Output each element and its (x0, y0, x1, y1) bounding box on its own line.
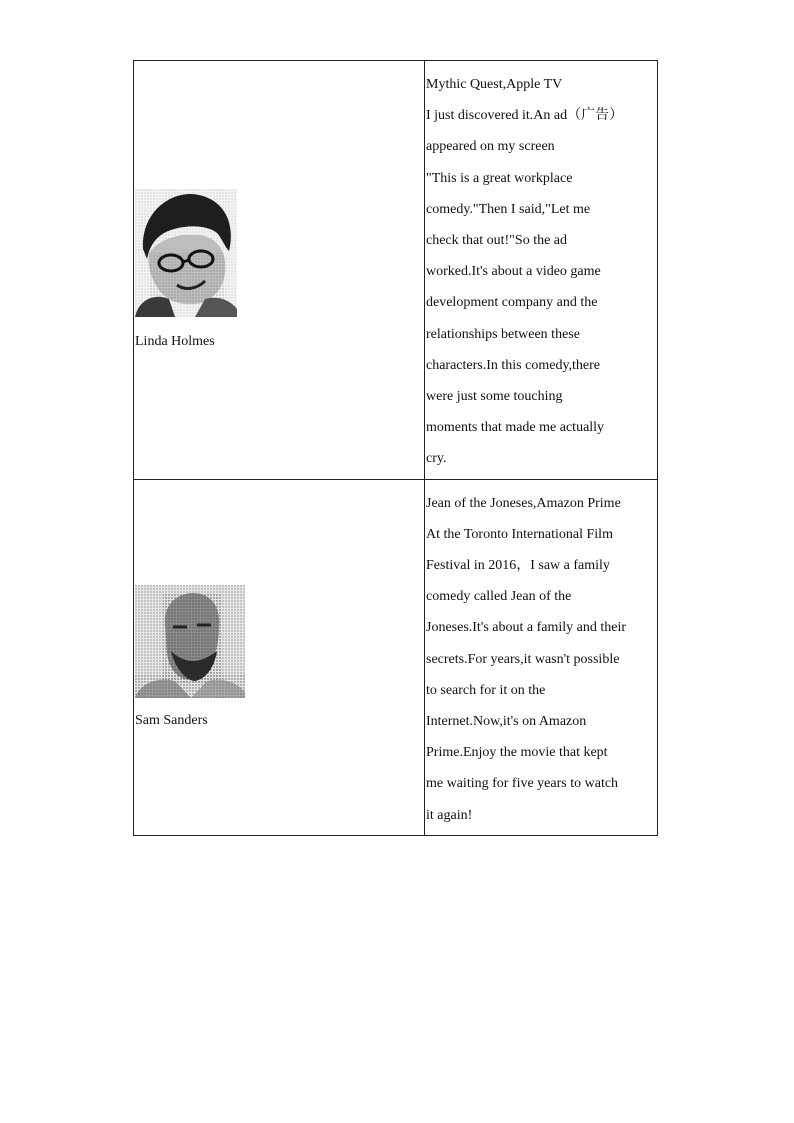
review-line: were just some touching (426, 389, 563, 405)
review-line: Mythic Quest,Apple TV (426, 77, 563, 92)
review-line: Jean of the Joneses,Amazon Prime (426, 495, 621, 511)
review-line: comedy."Then I said,"Let me (426, 201, 591, 217)
review-cell (425, 479, 658, 835)
review-line: it again! (426, 807, 473, 823)
person-name: Sam Sanders (135, 712, 208, 728)
review-line: cry. (426, 451, 447, 467)
review-line: me waiting for five years to watch (426, 776, 619, 792)
review-line: check that out!"So the ad (426, 233, 568, 249)
review-line: comedy called Jean of the (426, 589, 572, 605)
person-cell (134, 61, 425, 480)
review-line: relationships between these (426, 326, 580, 342)
review-line: I just discovered it.An ad（广告） (426, 108, 624, 124)
review-text (425, 61, 657, 479)
table-row (134, 479, 658, 835)
review-line: secrets.For years,it wasn't possible (426, 651, 620, 667)
review-line: Internet.Now,it's on Amazon (426, 714, 587, 730)
person-block (134, 189, 424, 351)
review-line: characters.In this comedy,there (426, 357, 601, 373)
review-line: Prime.Enjoy the movie that kept (426, 745, 608, 761)
review-line: "This is a great workplace (426, 170, 573, 186)
person-cell (134, 479, 425, 835)
review-cell (425, 61, 658, 480)
person-photo (135, 585, 245, 698)
review-line: appeared on my screen (426, 139, 555, 155)
review-line: moments that made me actually (426, 420, 605, 436)
person-name: Linda Holmes (135, 333, 215, 349)
person-photo (135, 189, 237, 317)
review-line: worked.It's about a video game (426, 264, 601, 280)
table-row (134, 61, 658, 480)
review-text (425, 480, 657, 835)
review-line: development company and the (426, 295, 598, 311)
review-line: to search for it on the (426, 682, 546, 698)
review-line: At the Toronto International Film (426, 526, 613, 542)
review-line: Festival in 2016，I saw a family (426, 558, 610, 574)
review-line: Joneses.It's about a family and their (426, 620, 627, 636)
person-block (134, 585, 424, 730)
review-table (133, 60, 658, 836)
